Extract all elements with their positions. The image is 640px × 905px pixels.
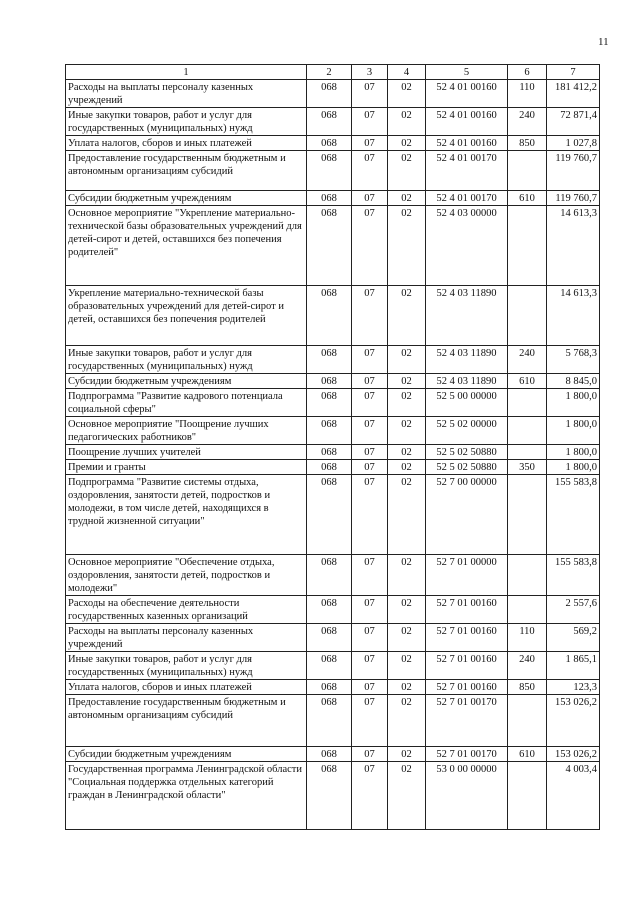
row-target-article-cell: 52 4 03 00000 bbox=[426, 206, 508, 286]
header-cell: 1 bbox=[66, 65, 307, 80]
row-expense-type-cell: 610 bbox=[508, 191, 547, 206]
row-expense-type-cell: 850 bbox=[508, 680, 547, 695]
row-name-cell: Подпрограмма "Развитие системы отдыха, оздоровления, занятости детей, подростков и молодежи, в том числе детей, находящихся в трудной жизненной ситуации" bbox=[66, 475, 307, 555]
row-ministry-code-cell: 068 bbox=[307, 596, 352, 624]
row-subsection-code-cell: 02 bbox=[388, 346, 426, 374]
table-row bbox=[66, 624, 600, 652]
row-amount-cell: 2 557,6 bbox=[547, 596, 600, 624]
row-expense-type-cell: 850 bbox=[508, 136, 547, 151]
row-name-cell: Иные закупки товаров, работ и услуг для государственных (муниципальных) нужд bbox=[66, 108, 307, 136]
row-name-cell: Уплата налогов, сборов и иных платежей bbox=[66, 680, 307, 695]
row-subsection-code-cell: 02 bbox=[388, 80, 426, 108]
row-expense-type-cell: 610 bbox=[508, 374, 547, 389]
row-expense-type-cell bbox=[508, 762, 547, 830]
row-target-article-cell: 52 4 03 11890 bbox=[426, 374, 508, 389]
header-cell: 2 bbox=[307, 65, 352, 80]
row-amount-cell: 72 871,4 bbox=[547, 108, 600, 136]
table-row bbox=[66, 747, 600, 762]
header-cell: 4 bbox=[388, 65, 426, 80]
table-row bbox=[66, 374, 600, 389]
row-ministry-code-cell: 068 bbox=[307, 460, 352, 475]
row-target-article-cell: 52 4 03 11890 bbox=[426, 346, 508, 374]
row-ministry-code-cell: 068 bbox=[307, 374, 352, 389]
row-subsection-code-cell: 02 bbox=[388, 136, 426, 151]
row-section-code-cell: 07 bbox=[352, 417, 388, 445]
row-target-article-cell: 52 5 02 50880 bbox=[426, 460, 508, 475]
row-target-article-cell: 52 7 01 00170 bbox=[426, 695, 508, 747]
row-ministry-code-cell: 068 bbox=[307, 475, 352, 555]
row-ministry-code-cell: 068 bbox=[307, 286, 352, 346]
row-target-article-cell: 52 4 01 00170 bbox=[426, 191, 508, 206]
header-cell: 3 bbox=[352, 65, 388, 80]
row-name-cell: Премии и гранты bbox=[66, 460, 307, 475]
row-amount-cell: 14 613,3 bbox=[547, 286, 600, 346]
row-name-cell: Основное мероприятие "Укрепление материально-технической базы образовательных учреждений для детей-сирот и детей, оставшихся без попечения родителей" bbox=[66, 206, 307, 286]
row-ministry-code-cell: 068 bbox=[307, 624, 352, 652]
row-ministry-code-cell: 068 bbox=[307, 136, 352, 151]
row-target-article-cell: 52 4 01 00160 bbox=[426, 108, 508, 136]
row-target-article-cell: 52 7 01 00000 bbox=[426, 555, 508, 596]
table-row bbox=[66, 695, 600, 747]
row-section-code-cell: 07 bbox=[352, 624, 388, 652]
row-section-code-cell: 07 bbox=[352, 555, 388, 596]
row-amount-cell: 155 583,8 bbox=[547, 555, 600, 596]
row-section-code-cell: 07 bbox=[352, 286, 388, 346]
row-expense-type-cell bbox=[508, 389, 547, 417]
row-subsection-code-cell: 02 bbox=[388, 475, 426, 555]
row-name-cell: Уплата налогов, сборов и иных платежей bbox=[66, 136, 307, 151]
table-row bbox=[66, 80, 600, 108]
table-row bbox=[66, 286, 600, 346]
row-section-code-cell: 07 bbox=[352, 762, 388, 830]
row-ministry-code-cell: 068 bbox=[307, 191, 352, 206]
table-row bbox=[66, 445, 600, 460]
row-section-code-cell: 07 bbox=[352, 151, 388, 191]
row-amount-cell: 119 760,7 bbox=[547, 191, 600, 206]
row-amount-cell: 1 800,0 bbox=[547, 417, 600, 445]
row-target-article-cell: 52 7 01 00160 bbox=[426, 680, 508, 695]
row-target-article-cell: 52 4 01 00160 bbox=[426, 136, 508, 151]
row-name-cell: Расходы на выплаты персоналу казенных учреждений bbox=[66, 624, 307, 652]
row-expense-type-cell: 110 bbox=[508, 80, 547, 108]
row-expense-type-cell bbox=[508, 555, 547, 596]
table-row bbox=[66, 680, 600, 695]
row-name-cell: Иные закупки товаров, работ и услуг для государственных (муниципальных) нужд bbox=[66, 346, 307, 374]
row-name-cell: Субсидии бюджетным учреждениям bbox=[66, 747, 307, 762]
row-subsection-code-cell: 02 bbox=[388, 206, 426, 286]
table-row bbox=[66, 762, 600, 830]
header-cell: 6 bbox=[508, 65, 547, 80]
row-expense-type-cell bbox=[508, 695, 547, 747]
row-section-code-cell: 07 bbox=[352, 136, 388, 151]
row-amount-cell: 569,2 bbox=[547, 624, 600, 652]
row-subsection-code-cell: 02 bbox=[388, 460, 426, 475]
row-expense-type-cell: 240 bbox=[508, 108, 547, 136]
row-ministry-code-cell: 068 bbox=[307, 695, 352, 747]
row-ministry-code-cell: 068 bbox=[307, 680, 352, 695]
row-amount-cell: 153 026,2 bbox=[547, 747, 600, 762]
row-expense-type-cell: 240 bbox=[508, 346, 547, 374]
row-subsection-code-cell: 02 bbox=[388, 652, 426, 680]
row-ministry-code-cell: 068 bbox=[307, 206, 352, 286]
row-target-article-cell: 52 7 01 00170 bbox=[426, 747, 508, 762]
row-ministry-code-cell: 068 bbox=[307, 151, 352, 191]
table-row bbox=[66, 136, 600, 151]
table-header-row bbox=[66, 65, 600, 80]
row-target-article-cell: 52 5 02 00000 bbox=[426, 417, 508, 445]
row-expense-type-cell: 240 bbox=[508, 652, 547, 680]
row-amount-cell: 1 027,8 bbox=[547, 136, 600, 151]
row-section-code-cell: 07 bbox=[352, 206, 388, 286]
row-expense-type-cell bbox=[508, 596, 547, 624]
row-name-cell: Расходы на обеспечение деятельности государственных казенных организаций bbox=[66, 596, 307, 624]
row-subsection-code-cell: 02 bbox=[388, 680, 426, 695]
row-section-code-cell: 07 bbox=[352, 191, 388, 206]
row-amount-cell: 14 613,3 bbox=[547, 206, 600, 286]
row-subsection-code-cell: 02 bbox=[388, 389, 426, 417]
row-ministry-code-cell: 068 bbox=[307, 346, 352, 374]
table-row bbox=[66, 389, 600, 417]
row-target-article-cell: 52 4 01 00170 bbox=[426, 151, 508, 191]
row-expense-type-cell bbox=[508, 286, 547, 346]
table-row bbox=[66, 475, 600, 555]
row-target-article-cell: 52 7 01 00160 bbox=[426, 624, 508, 652]
row-section-code-cell: 07 bbox=[352, 80, 388, 108]
row-section-code-cell: 07 bbox=[352, 475, 388, 555]
row-expense-type-cell: 350 bbox=[508, 460, 547, 475]
row-name-cell: Расходы на выплаты персоналу казенных учреждений bbox=[66, 80, 307, 108]
table-row bbox=[66, 108, 600, 136]
row-subsection-code-cell: 02 bbox=[388, 762, 426, 830]
row-amount-cell: 4 003,4 bbox=[547, 762, 600, 830]
table-row bbox=[66, 596, 600, 624]
row-ministry-code-cell: 068 bbox=[307, 417, 352, 445]
row-amount-cell: 181 412,2 bbox=[547, 80, 600, 108]
table-row bbox=[66, 206, 600, 286]
row-section-code-cell: 07 bbox=[352, 460, 388, 475]
row-target-article-cell: 52 7 00 00000 bbox=[426, 475, 508, 555]
row-ministry-code-cell: 068 bbox=[307, 389, 352, 417]
row-section-code-cell: 07 bbox=[352, 108, 388, 136]
row-expense-type-cell bbox=[508, 151, 547, 191]
row-ministry-code-cell: 068 bbox=[307, 747, 352, 762]
row-amount-cell: 8 845,0 bbox=[547, 374, 600, 389]
row-name-cell: Субсидии бюджетным учреждениям bbox=[66, 374, 307, 389]
row-name-cell: Основное мероприятие "Поощрение лучших педагогических работников" bbox=[66, 417, 307, 445]
row-section-code-cell: 07 bbox=[352, 374, 388, 389]
row-expense-type-cell bbox=[508, 206, 547, 286]
row-name-cell: Иные закупки товаров, работ и услуг для государственных (муниципальных) нужд bbox=[66, 652, 307, 680]
row-subsection-code-cell: 02 bbox=[388, 596, 426, 624]
row-name-cell: Предоставление государственным бюджетным и автономным организациям субсидий bbox=[66, 151, 307, 191]
row-subsection-code-cell: 02 bbox=[388, 417, 426, 445]
row-ministry-code-cell: 068 bbox=[307, 762, 352, 830]
row-target-article-cell: 52 5 02 50880 bbox=[426, 445, 508, 460]
row-amount-cell: 123,3 bbox=[547, 680, 600, 695]
row-section-code-cell: 07 bbox=[352, 346, 388, 374]
row-ministry-code-cell: 068 bbox=[307, 80, 352, 108]
row-name-cell: Государственная программа Ленинградской области "Социальная поддержка отдельных категорий граждан в Ленинградской области" bbox=[66, 762, 307, 830]
table-row bbox=[66, 460, 600, 475]
table-row bbox=[66, 417, 600, 445]
row-section-code-cell: 07 bbox=[352, 652, 388, 680]
row-target-article-cell: 52 5 00 00000 bbox=[426, 389, 508, 417]
row-expense-type-cell: 110 bbox=[508, 624, 547, 652]
row-subsection-code-cell: 02 bbox=[388, 151, 426, 191]
table-row bbox=[66, 346, 600, 374]
row-amount-cell: 1 800,0 bbox=[547, 460, 600, 475]
row-subsection-code-cell: 02 bbox=[388, 747, 426, 762]
row-subsection-code-cell: 02 bbox=[388, 374, 426, 389]
row-subsection-code-cell: 02 bbox=[388, 108, 426, 136]
row-expense-type-cell bbox=[508, 475, 547, 555]
table-row bbox=[66, 555, 600, 596]
row-section-code-cell: 07 bbox=[352, 389, 388, 417]
table-row bbox=[66, 652, 600, 680]
row-name-cell: Предоставление государственным бюджетным и автономным организациям субсидий bbox=[66, 695, 307, 747]
row-ministry-code-cell: 068 bbox=[307, 108, 352, 136]
row-target-article-cell: 52 7 01 00160 bbox=[426, 596, 508, 624]
row-amount-cell: 5 768,3 bbox=[547, 346, 600, 374]
row-target-article-cell: 52 4 01 00160 bbox=[426, 80, 508, 108]
row-subsection-code-cell: 02 bbox=[388, 286, 426, 346]
row-expense-type-cell bbox=[508, 417, 547, 445]
row-name-cell: Поощрение лучших учителей bbox=[66, 445, 307, 460]
row-expense-type-cell bbox=[508, 445, 547, 460]
row-section-code-cell: 07 bbox=[352, 445, 388, 460]
header-cell: 7 bbox=[547, 65, 600, 80]
row-amount-cell: 153 026,2 bbox=[547, 695, 600, 747]
page-number: 11 bbox=[598, 36, 609, 48]
header-cell: 5 bbox=[426, 65, 508, 80]
row-name-cell: Укрепление материально-технической базы образовательных учреждений для детей-сирот и детей, оставшихся без попечения родителей bbox=[66, 286, 307, 346]
row-section-code-cell: 07 bbox=[352, 747, 388, 762]
row-subsection-code-cell: 02 bbox=[388, 191, 426, 206]
row-target-article-cell: 52 7 01 00160 bbox=[426, 652, 508, 680]
table-row bbox=[66, 191, 600, 206]
row-section-code-cell: 07 bbox=[352, 695, 388, 747]
row-subsection-code-cell: 02 bbox=[388, 445, 426, 460]
row-amount-cell: 155 583,8 bbox=[547, 475, 600, 555]
row-section-code-cell: 07 bbox=[352, 680, 388, 695]
row-target-article-cell: 52 4 03 11890 bbox=[426, 286, 508, 346]
row-name-cell: Подпрограмма "Развитие кадрового потенциала социальной сферы" bbox=[66, 389, 307, 417]
row-ministry-code-cell: 068 bbox=[307, 445, 352, 460]
row-target-article-cell: 53 0 00 00000 bbox=[426, 762, 508, 830]
row-ministry-code-cell: 068 bbox=[307, 555, 352, 596]
row-subsection-code-cell: 02 bbox=[388, 555, 426, 596]
row-subsection-code-cell: 02 bbox=[388, 624, 426, 652]
row-section-code-cell: 07 bbox=[352, 596, 388, 624]
budget-table bbox=[65, 64, 600, 830]
row-amount-cell: 1 800,0 bbox=[547, 445, 600, 460]
row-ministry-code-cell: 068 bbox=[307, 652, 352, 680]
table-row bbox=[66, 151, 600, 191]
row-subsection-code-cell: 02 bbox=[388, 695, 426, 747]
row-amount-cell: 1 865,1 bbox=[547, 652, 600, 680]
row-name-cell: Субсидии бюджетным учреждениям bbox=[66, 191, 307, 206]
row-expense-type-cell: 610 bbox=[508, 747, 547, 762]
row-name-cell: Основное мероприятие "Обеспечение отдыха, оздоровления, занятости детей, подростков и молодежи" bbox=[66, 555, 307, 596]
row-amount-cell: 1 800,0 bbox=[547, 389, 600, 417]
row-amount-cell: 119 760,7 bbox=[547, 151, 600, 191]
